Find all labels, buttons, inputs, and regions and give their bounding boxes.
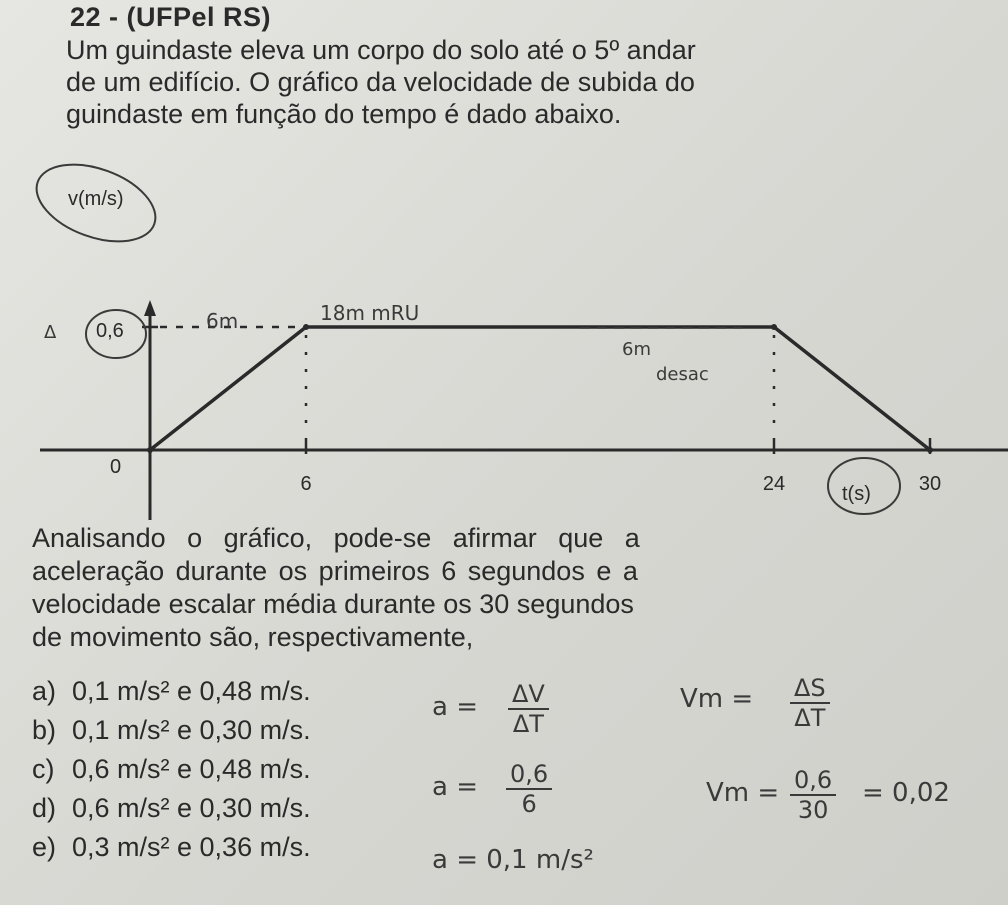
velocity-line [150,327,930,450]
analysis-line: aceleração durante os primeiros 6 segundos e a [32,556,638,586]
x-tick-label: 24 [762,473,786,495]
origin-label: 0 [110,456,122,478]
velocity-time-graph [0,150,1008,520]
option-text: 0,1 m/s² e 0,48 m/s. [72,676,311,706]
fraction-denominator: ΔT [512,710,544,738]
analysis-line: Analisando o gráfico, pode-se afirmar que a [32,523,640,553]
handwritten-note: desac [656,364,709,385]
option-letter: d) [32,793,57,823]
fraction-numerator: ΔV [508,680,549,710]
graph-handwritten-notes [26,150,900,514]
graph-series [147,324,933,453]
handwritten-note: 6m [206,309,239,333]
fraction-numerator: ΔS [790,674,830,704]
fraction-denominator: ΔT [794,704,826,732]
y-tick-label: 0,6 [96,320,124,342]
option-text: 0,6 m/s² e 0,48 m/s. [72,754,311,784]
velocity-point [303,324,309,330]
handwritten-vm-calc-lhs: Vm = [706,778,780,808]
option-text: 0,3 m/s² e 0,36 m/s. [72,832,311,862]
y-axis-label: v(m/s) [68,188,124,210]
analysis-line: de movimento são, respectivamente, [32,622,474,652]
handwritten-accel-formula-lhs: a = [432,692,478,722]
handwritten-vm-calc-result: = 0,02 [862,778,950,808]
stem-line: guindaste em função do tempo é dado abaixo. [66,99,622,129]
option-text: 0,6 m/s² e 0,30 m/s. [72,793,311,823]
stem-line: Um guindaste eleva um corpo do solo até o 5º andar [66,35,696,65]
question-stem [66,34,946,130]
fraction-numerator: 0,6 [506,760,552,790]
y-axis-arrow [144,300,156,316]
fraction-numerator: 0,6 [790,766,836,796]
option-e[interactable] [32,828,311,867]
question-title: 22 - (UFPel RS) [70,2,272,32]
handwritten-accel-result: a = 0,1 m/s² [432,845,594,875]
handwritten-note: Δ [44,322,57,343]
handwritten-accel-formula-fraction [508,680,549,738]
question-analysis [32,522,932,654]
option-a[interactable] [32,672,311,711]
option-b[interactable] [32,711,311,750]
option-letter: e) [32,832,57,862]
handwritten-note: 18m mRU [320,301,420,325]
handwritten-vm-calc-fraction [790,766,836,824]
fraction-denominator: 30 [797,796,829,824]
option-letter: c) [32,754,55,784]
handwritten-note: 6m [622,339,651,360]
handwritten-vm-formula-lhs: Vm = [680,684,754,714]
velocity-point [147,447,153,453]
x-axis-label: t(s) [842,483,871,505]
fraction-denominator: 6 [521,790,537,818]
option-letter: a) [32,676,57,706]
analysis-line: velocidade escalar média durante os 30 segundos [32,589,634,619]
velocity-point [771,324,777,330]
handwritten-accel-calc-lhs: a = [432,772,478,802]
option-text: 0,1 m/s² e 0,30 m/s. [72,715,311,745]
stem-line: de um edifício. O gráfico da velocidade de subida do [66,67,695,97]
handwritten-vm-formula-fraction [790,674,830,732]
answer-options [32,672,311,867]
option-d[interactable] [32,789,311,828]
x-tick-label: 30 [918,473,942,495]
graph-labels [68,188,941,505]
handwritten-accel-calc-fraction [506,760,552,818]
x-tick-label: 6 [300,473,312,495]
option-c[interactable] [32,750,311,789]
option-letter: b) [32,715,57,745]
velocity-point [927,447,933,453]
